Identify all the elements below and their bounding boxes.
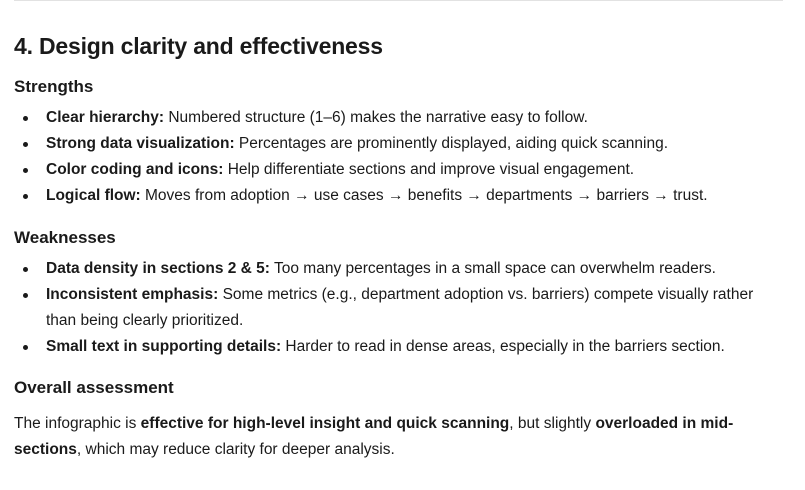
item-label: Inconsistent emphasis: (46, 286, 219, 303)
list-item (14, 282, 784, 334)
item-label: Clear hierarchy: (46, 109, 165, 126)
overall-text-3: , which may reduce clarity for deeper analysis. (76, 441, 395, 458)
weaknesses-list (14, 256, 784, 360)
overall-text-2: , but slightly (509, 415, 596, 432)
overall-bold-2: overloaded in mid-sections (14, 415, 734, 458)
item-text: Harder to read in dense areas, especially in the barriers section. (281, 338, 725, 355)
list-item (14, 334, 784, 360)
bullet-icon (23, 116, 28, 121)
list-item (14, 157, 784, 183)
item-label: Logical flow: (46, 187, 141, 204)
document-section (14, 30, 784, 463)
bullet-icon (23, 194, 28, 199)
strengths-heading: Strengths (14, 77, 94, 96)
overall-heading: Overall assessment (14, 378, 174, 397)
bullet-icon (23, 168, 28, 173)
list-item (14, 131, 784, 157)
overall-text-1: The infographic is (14, 415, 141, 432)
top-divider (14, 0, 783, 1)
item-text: Numbered structure (1–6) makes the narrative easy to follow. (164, 109, 588, 126)
item-text: Moves from adoption → use cases → benefits → departments → barriers → trust. (140, 187, 708, 204)
item-text: Too many percentages in a small space can overwhelm readers. (269, 260, 716, 277)
weaknesses-heading: Weaknesses (14, 228, 116, 247)
list-item (14, 256, 784, 282)
list-item (14, 105, 784, 131)
item-label: Color coding and icons: (46, 161, 224, 178)
item-text: Percentages are prominently displayed, aiding quick scanning. (234, 135, 669, 152)
bullet-icon (23, 293, 28, 298)
item-text: Help differentiate sections and improve visual engagement. (223, 161, 635, 178)
item-label: Small text in supporting details: (46, 338, 282, 355)
overall-bold-1: effective for high-level insight and quick scanning (140, 415, 510, 432)
bullet-icon (23, 142, 28, 147)
bullet-icon (23, 345, 28, 350)
list-item (14, 183, 784, 209)
item-label: Strong data visualization: (46, 135, 235, 152)
section-heading: 4. Design clarity and effectiveness (14, 33, 383, 59)
strengths-list (14, 105, 784, 209)
item-label: Data density in sections 2 & 5: (46, 260, 270, 277)
overall-paragraph (14, 411, 784, 463)
item-text: Some metrics (e.g., department adoption vs. barriers) compete visually rather than being clearly prioritized. (46, 286, 754, 329)
bullet-icon (23, 267, 28, 272)
